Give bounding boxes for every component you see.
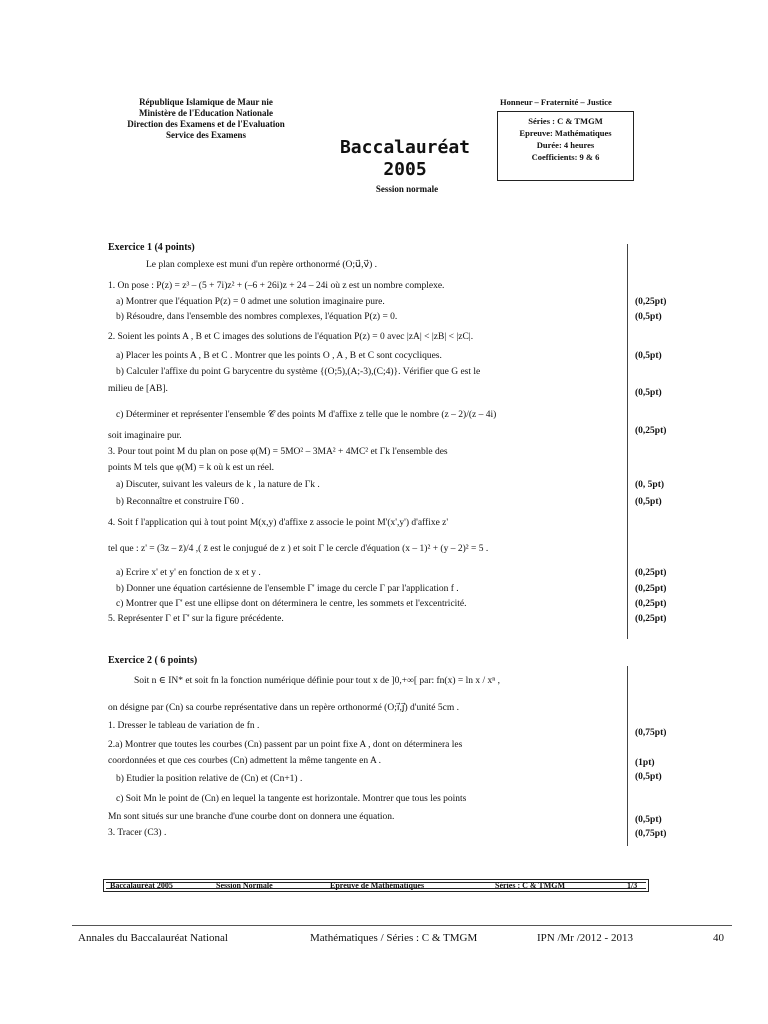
exercise2-line: 3. Tracer (C3) . [108,828,167,838]
series-info: Séries : C & TMGM [528,116,603,126]
points-label: (0,75pt) [635,728,667,738]
footer-page: 1/3 [627,881,638,890]
exercise2-line: Mn sont situés sur une branche d'une courbe dont on donnera une équation. [108,812,395,822]
page-number: 40 [713,932,724,944]
points-label: (1pt) [635,758,655,768]
points-label: (0,25pt) [635,599,667,609]
exercise1-line: a) Placer les points A , B et C . Montrer que les points O , A , B et C sont cocycliques. [116,351,442,361]
page-footer-subject: Mathématiques / Séries : C & TMGM [310,932,478,944]
footer-session: Session Normale [216,881,273,890]
exercise1-line: b) Donner une équation cartésienne de l'ensemble Γ' image du cercle Γ par l'application f . [116,584,459,594]
exam-footer-box [103,879,649,892]
title-line: Baccalauréat [339,137,471,158]
exercise1-line: 5. Représenter Γ et Γ' sur la figure précédente. [108,614,284,624]
exercise1-line: a) Montrer que l'équation P(z) = 0 admet une solution imaginaire pure. [116,297,385,307]
points-label: (0,25pt) [635,297,667,307]
exercise1-line: 3. Pour tout point M du plan on pose φ(M) = 5MO² – 3MA² + 4MC² et Γk l'ensemble des [108,447,448,457]
points-label: (0,5pt) [635,815,662,825]
institution-line: Service des Examens [166,130,246,140]
exercise1-line: 2. Soient les points A , B et C images des solutions de l'équation P(z) = 0 avec |zA| < |zB| < |zC|. [108,332,474,342]
points-label: (0,25pt) [635,584,667,594]
exercise1-line: tel que : z' = (3z – z̄)/4 ,( z̄ est le conjugué de z ) et soit Γ le cercle d'équation (x – 1)² + (y – 2)² = 5 . [108,544,489,554]
motto: Honneur – Fraternité – Justice [500,97,612,107]
exercise2-line: coordonnées et que ces courbes (Cn) admettent la même tangente en A . [108,756,382,766]
points-label: (0,25pt) [635,426,667,436]
duration-info: Durée: 4 heures [536,140,595,150]
exercise1-line: a) Ecrire x' et y' en fonction de x et y . [116,568,261,578]
points-label: (0,5pt) [635,388,662,398]
exercise1-line: c) Montrer que Γ' est une ellipse dont on déterminera le centre, les sommets et l'excentricité. [116,599,467,609]
institution-line: Ministère de l'Education Nationale [138,108,274,118]
institution-line: République Islamique de Maur nie [139,97,273,107]
exercise1-line: milieu de [AB]. [108,384,168,394]
institution-line: Direction des Examens et de l'Evaluation [127,119,285,129]
exercise1-line: soit imaginaire pur. [108,431,182,441]
exercise1-line: c) Déterminer et représenter l'ensemble 𝒞 des points M d'affixe z telle que le nombre (z – 2)/(z – 4i) [116,410,497,420]
points-label: (0,5pt) [635,772,662,782]
exercise2-line: c) Soit Mn le point de (Cn) en lequel la tangente est horizontale. Montrer que tous les points [116,794,467,804]
points-label: (0,5pt) [635,312,662,322]
exercise2-line: 2.a) Montrer que toutes les courbes (Cn) passent par un point fixe A , dont on déterminera les [108,740,463,750]
exercise2-line: 1. Dresser le tableau de variation de fn . [108,721,260,731]
exam-title [320,137,490,181]
points-column-divider [627,244,628,639]
exercise2-line: b) Etudier la position relative de (Cn) et (Cn+1) . [116,774,303,784]
exercise1-title: Exercice 1 (4 points) [108,242,195,253]
points-column-divider [627,666,628,846]
footer-series: Séries : C & TMGM [495,881,566,890]
exam-info-box [497,111,634,181]
exercise1-line: points M tels que φ(M) = k où k est un réel. [108,463,274,473]
footer-exam: Baccalauréat 2005 [110,881,173,890]
exercise2-line: Soit n ∈ IN* et soit fn la fonction numérique définie pour tout x de ]0,+∞[ par: fn(x) = ln x / xⁿ , [134,676,501,686]
exercise1-line: Le plan complexe est muni d'un repère orthonormé (O;u⃗,v⃗) . [146,260,377,270]
exercise1-line: 4. Soit f l'application qui à tout point M(x,y) d'affixe z associe le point M'(x',y') d'affixe z' [108,518,449,528]
points-label: (0, 5pt) [635,480,665,490]
exercise2-line: on désigne par (Cn) sa courbe représentative dans un repère orthonormé (O;i⃗,j⃗) d'unité 5cm . [108,703,459,713]
page-footer-reference: IPN /Mr /2012 - 2013 [537,932,633,944]
header-institution [116,97,296,141]
points-label: (0,5pt) [635,497,662,507]
subject-info: Epreuve: Mathématiques [519,128,612,138]
exercise1-line: b) Calculer l'affixe du point G barycentre du système {(O;5),(A;-3),(C;4)}. Vérifier que G est le [116,367,481,377]
points-label: (0,5pt) [635,351,662,361]
coefficients-info: Coefficients: 9 & 6 [531,152,600,162]
points-label: (0,75pt) [635,829,667,839]
exercise1-line: 1. On pose : P(z) = z³ – (5 + 7i)z² + (–6 + 26i)z + 24 – 24i où z est un nombre complexe. [108,281,445,291]
year-line: 2005 [383,159,427,180]
exercise1-line: b) Reconnaître et construire Γ60 . [116,497,244,507]
exercise1-line: a) Discuter, suivant les valeurs de k , la nature de Γk . [116,480,320,490]
session-label: Session normale [375,184,439,194]
exercise2-title: Exercice 2 ( 6 points) [108,655,198,666]
footer-subject: Epreuve de Mathématiques [330,881,425,890]
points-label: (0,25pt) [635,568,667,578]
points-label: (0,25pt) [635,614,667,624]
exercise1-line: b) Résoudre, dans l'ensemble des nombres complexes, l'équation P(z) = 0. [116,312,398,322]
page-footer-rule [72,925,732,926]
page-footer-annals: Annales du Baccalauréat National [78,932,228,944]
